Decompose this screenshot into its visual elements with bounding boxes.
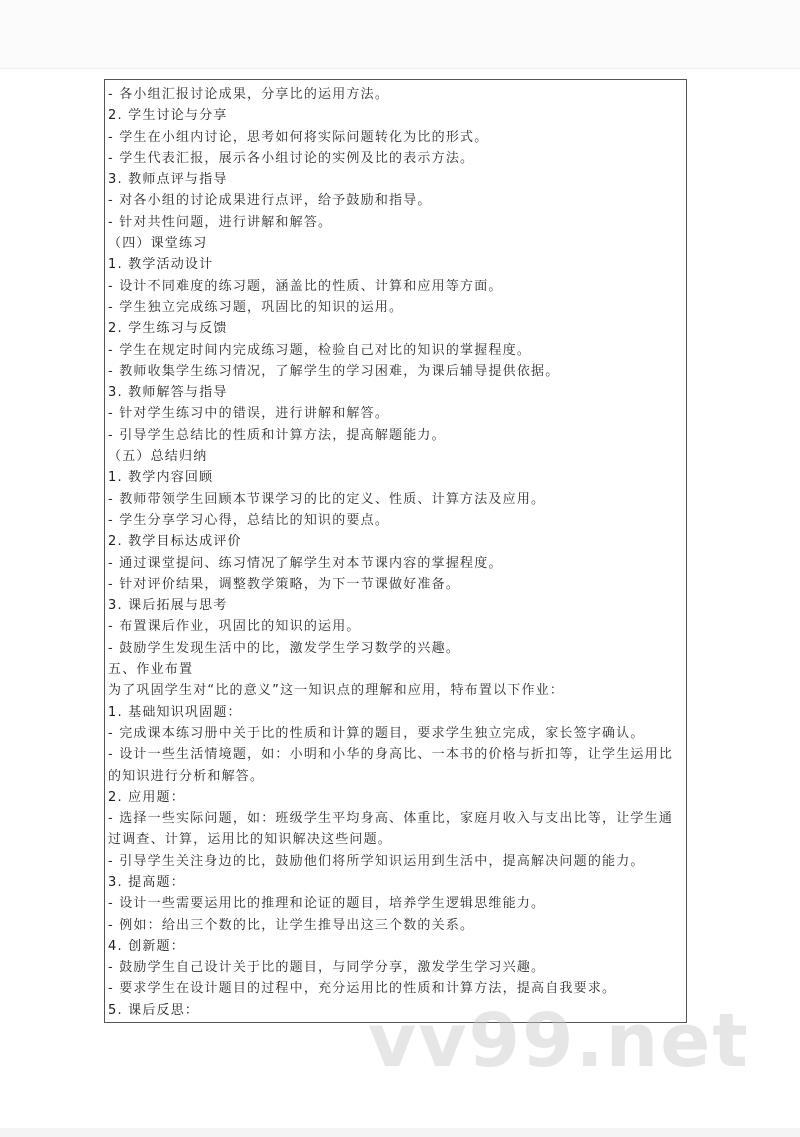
text-line: - 设计一些生活情境题，如：小明和小华的身高比、一本书的价格与折扣等，让学生运用比	[108, 747, 674, 763]
section-heading: 五、作业布置	[108, 662, 194, 678]
text-line: 过调查、计算，运用比的知识解决这些问题。	[108, 832, 393, 848]
text-line: 的知识进行分析和解答。	[108, 768, 265, 784]
text-line: - 针对共性问题，进行讲解和解答。	[108, 214, 333, 230]
text-line: - 鼓励学生自己设计关于比的题目，与同学分享，激发学生学习兴趣。	[108, 960, 546, 976]
text-line: - 引导学生关注身边的比，鼓励他们将所学知识运用到生活中，提高解决问题的能力。	[108, 853, 645, 869]
section-heading: 3. 提高题：	[108, 874, 185, 890]
text-line: - 各小组汇报讨论成果，分享比的运用方法。	[108, 87, 390, 102]
section-heading: 3. 课后拓展与思考	[108, 598, 228, 614]
section-heading: 3. 教师点评与指导	[108, 172, 228, 188]
text-line: - 要求学生在设计题目的过程中，充分运用比的性质和计算方法，提高自我要求。	[108, 981, 617, 997]
section-heading: 5. 课后反思：	[108, 1002, 200, 1018]
text-line: - 教师收集学生练习情况，了解学生的学习困难，为课后辅导提供依据。	[108, 363, 560, 379]
text-line: - 完成课本练习册中关于比的性质和计算的题目，要求学生独立完成，家长签字确认。	[108, 725, 645, 741]
text-line: - 学生在小组内讨论，思考如何将实际问题转化为比的形式。	[108, 129, 489, 145]
section-heading: （四）课堂练习	[108, 236, 208, 252]
viewer-top-band	[0, 0, 800, 69]
text-line: - 设计不同难度的练习题，涵盖比的性质、计算和应用等方面。	[108, 278, 503, 294]
text-line: - 例如：给出三个数的比，让学生推导出这三个数的关系。	[108, 917, 475, 933]
watermark-logo: vv99.net	[368, 998, 750, 1084]
section-heading: 2. 学生练习与反馈	[108, 321, 228, 337]
section-heading: （五）总结归纳	[108, 449, 208, 465]
text-line: - 引导学生总结比的性质和计算方法，提高解题能力。	[108, 427, 446, 443]
text-line: - 针对学生练习中的错误，进行讲解和解答。	[108, 406, 390, 422]
section-heading: 2. 学生讨论与分享	[108, 108, 228, 124]
text-line: - 选择一些实际问题，如：班级学生平均身高、体重比，家庭月收入与支出比等，让学生通	[108, 811, 674, 827]
section-heading: 1. 教学活动设计	[108, 257, 214, 273]
section-heading: 1. 教学内容回顾	[108, 470, 214, 486]
section-heading: 2. 应用题：	[108, 789, 185, 805]
document-text-lines	[108, 84, 680, 1021]
text-line: - 学生独立完成练习题，巩固比的知识的运用。	[108, 299, 404, 315]
text-line: - 对各小组的讨论成果进行点评，给予鼓励和指导。	[108, 193, 432, 209]
text-line: - 教师带领学生回顾本节课学习的比的定义、性质、计算方法及应用。	[108, 491, 546, 507]
viewer-bottom-band	[0, 1128, 800, 1137]
text-line: - 针对评价结果，调整教学策略，为下一节课做好准备。	[108, 576, 461, 592]
text-line: - 学生分享学习心得，总结比的知识的要点。	[108, 512, 390, 528]
section-heading: 3. 教师解答与指导	[108, 385, 228, 401]
section-heading: 4. 创新题：	[108, 938, 185, 954]
text-line: - 鼓励学生发现生活中的比，激发学生学习数学的兴趣。	[108, 640, 461, 656]
section-heading: 1. 基础知识巩固题：	[108, 704, 242, 720]
text-line: - 学生代表汇报，展示各小组讨论的实例及比的表示方法。	[108, 150, 475, 166]
text-line: 为了巩固学生对“比的意义”这一知识点的理解和应用，特布置以下作业：	[108, 683, 565, 699]
text-line: - 布置课后作业，巩固比的知识的运用。	[108, 619, 361, 635]
text-line: - 设计一些需要运用比的推理和论证的题目，培养学生逻辑思维能力。	[108, 896, 546, 912]
text-line: - 学生在规定时间内完成练习题，检验自己对比的知识的掌握程度。	[108, 342, 532, 358]
text-line: - 通过课堂提问、练习情况了解学生对本节课内容的掌握程度。	[108, 555, 503, 571]
section-heading: 2. 教学目标达成评价	[108, 534, 242, 550]
